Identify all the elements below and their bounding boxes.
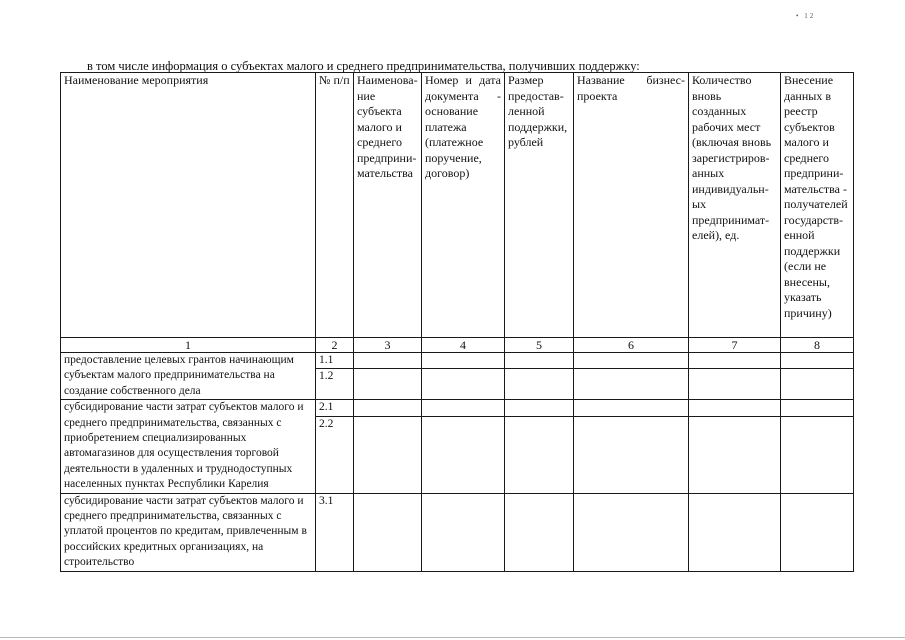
column-number: 3 xyxy=(354,338,422,353)
row-number: 3.1 xyxy=(316,493,354,571)
empty-cell xyxy=(781,369,854,400)
empty-cell xyxy=(574,369,689,400)
empty-cell xyxy=(689,353,781,369)
header-jobs-created: Количество вновь созданных рабочих мест (включая вновь зарегистрированных индивидуальных предпринимателей), ед. xyxy=(689,73,781,338)
header-payment-doc: Номер и дата документа - основание платежа (платежное поручение, договор) xyxy=(422,73,505,338)
empty-cell xyxy=(689,369,781,400)
header-project-name: Название бизнес-проекта xyxy=(574,73,689,338)
column-number: 4 xyxy=(422,338,505,353)
empty-cell xyxy=(354,353,422,369)
empty-cell xyxy=(781,493,854,571)
empty-cell xyxy=(574,353,689,369)
page-marker: • 12 xyxy=(796,12,816,20)
event-name-cell: субсидирование части затрат субъектов малого и среднего предпринимательства, связанных с приобретением специализированных автомагазинов для осуществления торговой деятельности в удаленных и труднодоступных населенных пунктах Республики Карелия xyxy=(61,400,316,493)
column-number: 5 xyxy=(505,338,574,353)
empty-cell xyxy=(354,493,422,571)
column-number: 7 xyxy=(689,338,781,353)
header-registry-entry: Внесение данных в реестр субъектов малого и среднего предпринимательства - получателей государственной поддержки (если не внесены, указать причину) xyxy=(781,73,854,338)
empty-cell xyxy=(689,416,781,493)
empty-cell xyxy=(354,400,422,416)
table-row xyxy=(61,400,854,416)
table-row xyxy=(61,493,854,571)
empty-cell xyxy=(574,493,689,571)
row-number: 2.2 xyxy=(316,416,354,493)
empty-cell xyxy=(354,416,422,493)
empty-cell xyxy=(574,416,689,493)
event-name-cell: субсидирование части затрат субъектов малого и среднего предпринимательства, связанных с уплатой процентов по кредитам, привлеченным в российских кредитных организациях, на строительство xyxy=(61,493,316,571)
empty-cell xyxy=(689,400,781,416)
empty-cell xyxy=(422,400,505,416)
column-number-row xyxy=(61,338,854,353)
empty-cell xyxy=(574,400,689,416)
empty-cell xyxy=(505,353,574,369)
table-caption: в том числе информация о субъектах малого и среднего предпринимательства, получивших поддержку: xyxy=(87,59,640,73)
empty-cell xyxy=(781,353,854,369)
empty-cell xyxy=(781,400,854,416)
row-number: 1.1 xyxy=(316,353,354,369)
scan-edge-line xyxy=(0,637,905,638)
table-row xyxy=(61,353,854,369)
event-name-cell: предоставление целевых грантов начинающим субъектам малого предпринимательства на создание собственного дела xyxy=(61,353,316,400)
header-event-name: Наименование мероприятия xyxy=(61,73,316,338)
empty-cell xyxy=(505,416,574,493)
header-subject-name: Наименование субъекта малого и среднего предпринимательства xyxy=(354,73,422,338)
column-number: 6 xyxy=(574,338,689,353)
column-number: 2 xyxy=(316,338,354,353)
empty-cell xyxy=(422,369,505,400)
header-support-amount: Размер предоставленной поддержки, рублей xyxy=(505,73,574,338)
column-number: 8 xyxy=(781,338,854,353)
empty-cell xyxy=(689,493,781,571)
table-header-row xyxy=(61,73,854,338)
row-number: 2.1 xyxy=(316,400,354,416)
empty-cell xyxy=(505,369,574,400)
column-number: 1 xyxy=(61,338,316,353)
empty-cell xyxy=(422,416,505,493)
empty-cell xyxy=(422,353,505,369)
empty-cell xyxy=(505,400,574,416)
row-number: 1.2 xyxy=(316,369,354,400)
empty-cell xyxy=(781,416,854,493)
empty-cell xyxy=(422,493,505,571)
support-recipients-table xyxy=(60,72,854,572)
header-number: № п/п xyxy=(316,73,354,338)
empty-cell xyxy=(354,369,422,400)
empty-cell xyxy=(505,493,574,571)
